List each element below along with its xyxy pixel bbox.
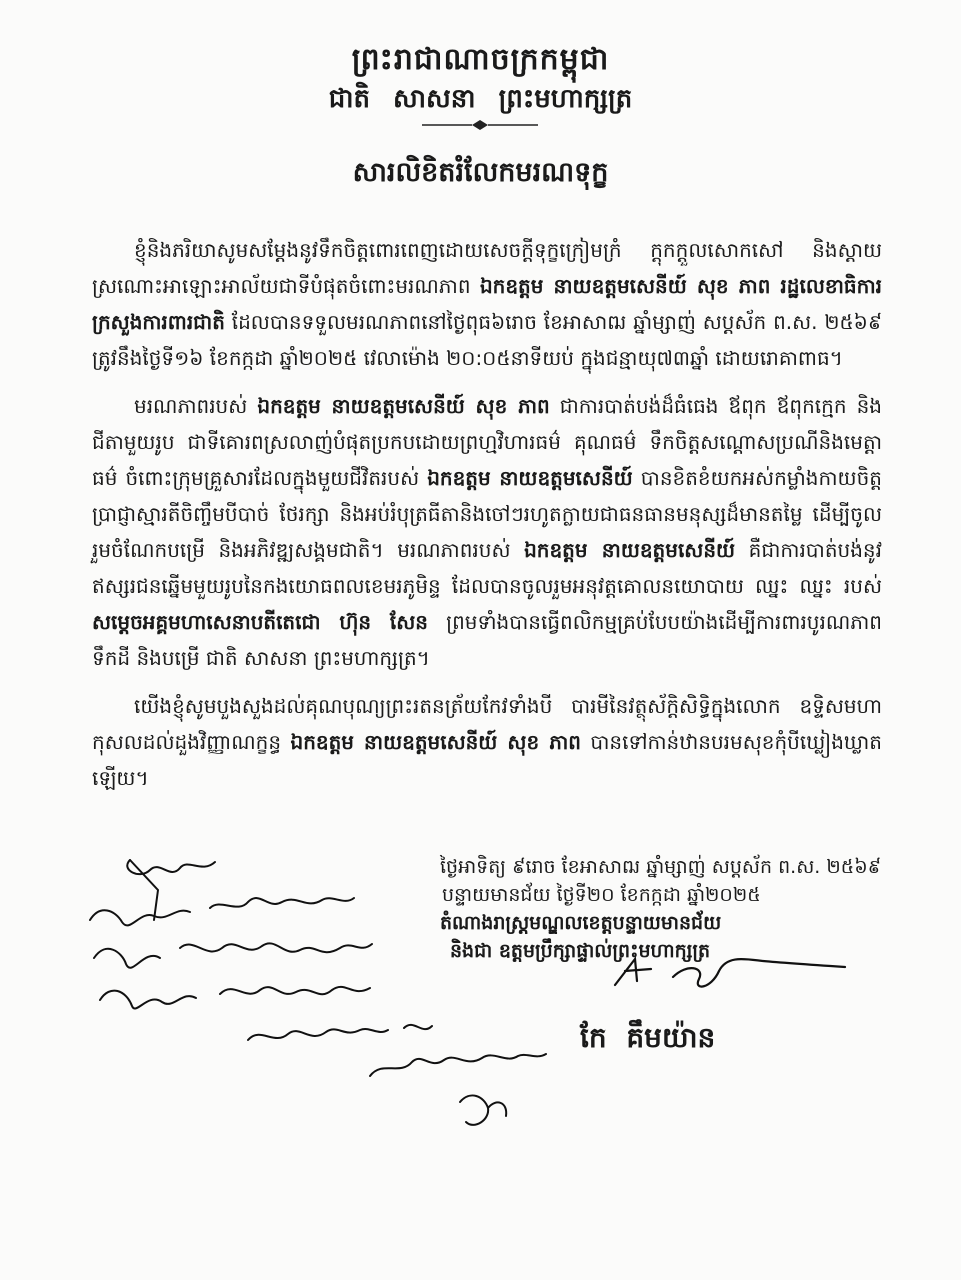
p2-text-5: ព្រមទាំងបានធ្វើពលិកម្មគ្រប់បែបយ៉ាងដើម្បីការពារបូរណភាពទឹកដី និងបម្រើ ជាតិ សាសនា ព្រះមហាក្សត្រ។: [92, 610, 882, 670]
signer-name: កែ គឹមយ៉ាន: [580, 1021, 716, 1054]
p1-text-before: ខ្ញុំនិងភរិយាសូមសម្តែងនូវទឹកចិត្តពោរពេញដោយសេចក្តីទុក្ខក្រៀមក្រំ ក្តុកក្តួលសោកសៅ និងស្តាយស្រណោះអាឡោះអាល័យជាទីបំផុតចំពោះមរណភាព: [92, 238, 882, 298]
p3-deceased-name: ឯកឧត្តម នាយឧត្តមសេនីយ៍ សុខ ភាព: [290, 730, 581, 754]
solar-date: បន្ទាយមានជ័យ ថ្ងៃទី២០ ខែកក្កដា ឆ្នាំ២០២៥: [442, 884, 761, 906]
p2-text-3: បានខិតខំយកអស់កម្លាំងកាយចិត្ត ប្រាជ្ញាស្មារតីចិញ្ចឹមបីបាច់ ថែរក្សា និងអប់រំបុត្រធីតានិងចៅៗរហូតក្លាយជាធនធានមនុស្សដ៏មានតម្លៃ ដើម្បីចូលរួមចំណែកបម្រើ និងអភិវឌ្ឍសង្គមជាតិ។ មរណភាពរបស់: [92, 466, 882, 562]
letter-body: [92, 232, 882, 808]
p2-leader-name: សម្តេចអគ្គមហាសេនាបតីតេជោ ហ៊ុន សែន: [92, 610, 428, 634]
lunar-date: ថ្ងៃអាទិត្យ ៩រោច ខែអាសាឍ ឆ្នាំម្សាញ់ សប្តស័ក ព.ស. ២៥៦៩: [440, 856, 882, 878]
paragraph-3: [92, 688, 882, 796]
paragraph-1: [92, 232, 882, 376]
p2-text-1: មរណភាពរបស់: [134, 394, 258, 418]
p2-deceased-name-1: ឯកឧត្តម នាយឧត្តមសេនីយ៍ សុខ ភាព: [257, 394, 550, 418]
p3-text-2: បានទៅកាន់ឋានបរមសុខកុំបីឃ្លៀងឃ្លាតឡើយ។: [92, 730, 882, 790]
signature-mark: [595, 945, 855, 1005]
letter-title: សារលិខិតរំលែកមរណទុក្ខ: [352, 157, 609, 188]
national-motto: ជាតិ សាសនា ព្រះមហាក្សត្រ: [328, 84, 633, 114]
p2-deceased-name-3: ឯកឧត្តម នាយឧត្តមសេនីយ៍: [524, 538, 736, 562]
p3-text-1: យើងខ្ញុំសូមបួងសួងដល់គុណបុណ្យព្រះរតនត្រ័យកែវទាំងបី បារមីនៃវត្ថុស័ក្តិសិទ្ធិក្នុងលោក ឧទ្ទិសមហាកុសលដល់ដួងវិញ្ញាណក្ខន្ធ: [92, 694, 882, 754]
handwritten-notes: [70, 840, 570, 1140]
signer-position-1: តំណាងរាស្ត្រមណ្ឌលខេត្តបន្ទាយមានជ័យ: [440, 912, 722, 934]
paragraph-2: [92, 388, 882, 676]
p2-text-4: គឺជាការបាត់បង់នូវឥស្សរជនឆ្នើមមួយរូបនៃកងយោធពលខេមរភូមិន្ទ ដែលបានចូលរួមអនុវត្តគោលនយោបាយ ឈ្នះ ឈ្នះ របស់: [92, 538, 882, 598]
kingdom-heading: ព្រះរាជាណាចក្រកម្ពុជា: [351, 42, 610, 77]
signer-position-2: និងជា ឧត្តមប្រឹក្សាផ្ទាល់ព្រះមហាក្សត្រ: [450, 940, 711, 962]
p2-deceased-name-2: ឯកឧត្តម នាយឧត្តមសេនីយ៍: [427, 466, 633, 490]
p1-deceased-name-title: ឯកឧត្តម នាយឧត្តមសេនីយ៍ សុខ ភាព រដ្ឋលេខាធិការ ក្រសួងការពារជាតិ: [92, 274, 882, 334]
p2-text-2: ជាការបាត់បង់ដ៏ធំធេង ឪពុក ឪពុកក្មេក និងជីតាមួយរូប ជាទីគោរពស្រលាញ់បំផុតប្រកបដោយព្រហ្មវិហារធម៌ គុណធម៌ ទឹកចិត្តសណ្តោសប្រណីនិងមេត្តាធម៌ ចំពោះក្រុមគ្រួសារដែលក្នុងមួយជីវិតរបស់: [92, 394, 882, 490]
p1-text-after: ដែលបានទទួលមរណភាពនៅថ្ងៃពុធ៦រោច ខែអាសាឍ ឆ្នាំម្សាញ់ សប្តស័ក ព.ស. ២៥៦៩ ត្រូវនឹងថ្ងៃទី១៦ ខែកក្កដា ឆ្នាំ២០២៥ វេលាម៉ោង ២០:០៥នាទីយប់ ក្នុងជន្មាយុ៧៣ឆ្នាំ ដោយរោគាពាធ។: [92, 310, 882, 370]
ornament-divider: [420, 118, 540, 132]
